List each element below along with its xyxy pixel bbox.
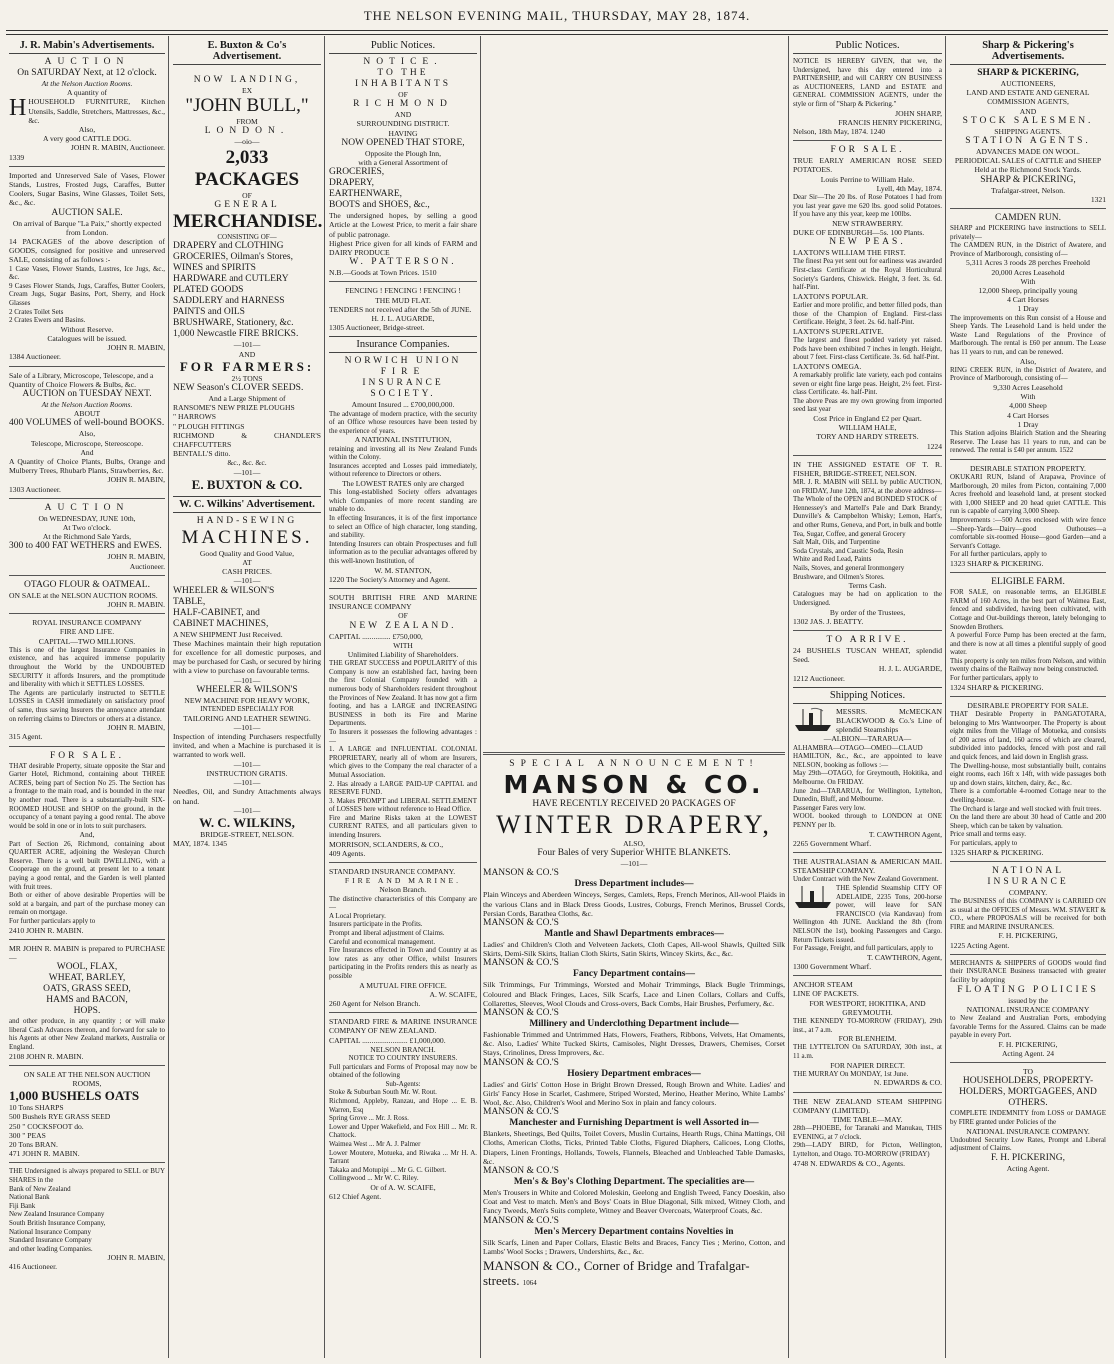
column-heading: Sharp & Pickering's Advertisements. xyxy=(950,40,1106,65)
department-section xyxy=(483,1166,785,1216)
separator: —101— xyxy=(620,859,648,869)
column-mabin xyxy=(6,40,168,1356)
ad-sewing-machines: HAND-SEWING MACHINES. Good Quality and Good Value, AT CASH PRICES. —101— WHEELER & WILSON'S TABLE, HALF-CABINET, and CABINET MACHINES, A NEW SHIPMENT Just Received. These Machines maintain their high reputation for excellence for all domestic purposes, and may be purchased for Cash, or secured by hiring with a view to purchase on favourable terms. —101— WHEELER & WILSON'S NEW MACHINE FOR HEAVY WORK, INTENDED ESPECIALLY FOR TAILORING AND LEATHER SEWING. —101— Inspection of intending Purchasers respectfully invited, and when a Machine is purchased it is warranted to work well. —101— INSTRUCTION GRATIS. —101— Needles, Oil, and Sundry Attachments always on hand. —101— W. C. WILKINS, BRIDGE-STREET, NELSON. MAY, 1874. 1345 xyxy=(173,515,321,849)
section-firm: MANSON & CO.'S xyxy=(483,1215,559,1226)
department-section xyxy=(483,958,785,1008)
section-body: Fashionable Trimmed and Untrimmed Hats, Flowers, Feathers, Ribbons, Velvets, Hat Ornaments, &c. Also, Ladies' White Tucked Skirts, Camisoles, Night Dresses, Drawers, Chemises, Corset Stays, Crinolines, Dress Improvers, &c. xyxy=(483,1030,785,1058)
ad-pangatotara-property: DESIRABLE PROPERTY FOR SALE. THAT Desirable Property in PANGATOTARA, belonging to Mrs Wantwoorper. The Property is about eight miles from the Village of Motueka, and consists of 200 acres of land, 160 acres of which are cleared, subdivided into paddocks, fenced with post and rail and quick fences, and laid down in English grass. The Dwelling-house, most substantially built, contains eight rooms, each 16ft x 14ft, with wide passages both up and down stairs, kitchen, dairy, &c., &c. There is a comfortable 4-roomed Cottage near to the dwelling-house. The Orchard is large and well stocked with fruit trees. On the land there are about 30 head of Cattle and 200 Sheep, which can be taken by valuation. Price small and terms easy. For particulars, apply to 1325 SHARP & PICKERING. xyxy=(950,700,1106,857)
section-body: Men's Trousers in White and Colored Moleskin, Geelong and English Tweed, Fancy Doeskin, also Coat and Vest to match. Men's and Boys' Coats in Blue Diagonal, Silk mixed, Witney Cloth, and Fancy Tweeds, Men's Suits complete, Witney and Beaver Overcoats, Waterproof Coats, &c. xyxy=(483,1188,785,1216)
section-firm: MANSON & CO.'S xyxy=(483,958,559,969)
ad-nz-steam-shipping: THE NEW ZEALAND STEAM SHIPPING COMPANY (LIMITED). TIME TABLE—MAY. 28th—PHOEBE, for Taranaki and Manukau, THIS EVENING, at 7 o'clock. 29th—LADY BIRD, for Picton, Wellington, Lyttelton, and Otago. TO-MORROW (FRIDAY) 4748 N. EDWARDS & CO., Agents. xyxy=(793,1096,942,1168)
section-firm: MANSON & CO.'S xyxy=(483,918,559,929)
ad-national-insurance: NATIONAL INSURANCE COMPANY. The BUSINESS of this COMPANY is CARRIED ON as usual at the OFFICES of Messrs. WM. STAVERT & CO., where PROPOSALS will be received for both FIRE and MARINE INSURANCES. F. H. PICKERING, 1225 Acting Agent. xyxy=(950,865,1106,950)
ad-john-bull: NOW LANDING, EX "JOHN BULL," FROM LONDON. —oio— 2,033 PACKAGES OF GENERAL MERCHANDISE. CONSISTING OF— DRAPERY and CLOTHING GROCERIES, Oilman's Stores, WINES and SPIRITS HARDWARE and CUTLERY PLATED GOODS SADDLERY and HARNESS PAINTS and OILS BRUSHWARE, Stationery, &c. 1,000 Newcastle FIRE BRICKS. —101— AND FOR FARMERS: 2½ TONS NEW Season's CLOVER SEEDS. And a Large Shipment of RANSOME'S NEW PRIZE PLOUGHS " HARROWS " PLOUGH FITTINGS RICHMOND & CHANDLER'S CHAFFCUTTERS BENTALL'S ditto. &c., &c. &c. —101— E. BUXTON & CO. xyxy=(173,75,323,492)
section-firm: MANSON & CO.'S xyxy=(483,1057,559,1068)
section-heading: Men's & Boy's Clothing Department. The specialities are— xyxy=(513,1177,755,1188)
manson-footer: MANSON & CO., Corner of Bridge and Trafalgar-streets. 1064 xyxy=(483,1258,750,1289)
section-firm: MANSON & CO.'S xyxy=(483,1107,559,1118)
ad-australasian-mail: THE AUSTRALASIAN & AMERICAN MAIL STEAMSHIP COMPANY. Under Contract with the New Zealand Government. THE Splendid Steamship CITY OF ADELAIDE, 2235 Tons, 200-horse power, will leave for SAN FRANCISCO (via Kandavau) from Wellington 4th JUNE. Auckland the 8th (from NELSON the 1st), booking Passengers and Cargo. Return Tickets issued. For Passage, Freight, and full particulars, apply to T. CAWTHRON, Agent, 1300 Government Wharf. xyxy=(793,857,942,971)
ad-fencing: FENCING ! FENCING ! FENCING ! THE MUD FLAT. TENDERS not received after the 5th of JUNE. H. J. L. AUGARDE, 1305 Auctioneer, Bridge-street. xyxy=(329,286,472,333)
section-heading: Millinery and Underclothing Department include— xyxy=(529,1019,739,1030)
firm-name: MANSON & CO. xyxy=(503,770,765,799)
column-sharp-pickering xyxy=(947,40,1109,1356)
department-section xyxy=(483,918,785,958)
column-divider xyxy=(788,36,789,1358)
section-body: Silk Scarfs, Linen and Paper Collars, Elastic Belts and Braces, Fancy Ties ; Merino, Cotton, and Lambs' Wool Socks ; Drawers, Undershirts, &c., &c. xyxy=(483,1237,785,1256)
column-heading: E. Buxton & Co's Advertisement. xyxy=(173,40,321,65)
column-divider xyxy=(945,36,946,1358)
section-heading: Hosiery Department embraces— xyxy=(567,1068,701,1079)
column-heading: Public Notices. xyxy=(329,40,477,54)
ad-eligible-farm: ELIGIBLE FARM. FOR SALE, on reasonable terms, an ELIGIBLE FARM of 160 Acres, in the best part of Waimea East, fenced and subdivided, having been cultivated, with Cottage and Out-buildings thereon, lately belonging to Snowden Brothers. A powerful Force Pump has been erected at the farm, and there is now at all times a plentiful supply of good water. This property is only ten miles from Nelson, and within twenty chains of the Railway now being constructed. For further particulars, apply to 1324 SHARP & PICKERING. xyxy=(950,577,1106,692)
special-announcement: SPECIAL ANNOUNCEMENT! xyxy=(509,759,759,769)
section-heading: Fancy Department contains— xyxy=(573,969,695,980)
section-body: Ladies' and Children's Cloth and Velveteen Jackets, Cloth Capes, All-wool Shawls, Quilted Silk Skirts, Demi-Silk Skirts, Italian Cloth Skirts, Satin Skirts, Wincey Skirts, &c., &c. xyxy=(483,940,785,959)
column-divider xyxy=(168,36,169,1358)
department-section xyxy=(483,1216,785,1256)
ad-sharp-pickering: SHARP & PICKERING, AUCTIONEERS, LAND AND ESTATE AND GENERAL COMMISSION AGENTS, AND STOCK SALESMEN. SHIPPING AGENTS. STATION AGENTS. ADVANCES MADE ON WOOL. PERIODICAL SALES of CATTLE and SHEEP Held at the Richmond Stock Yards. SHARP & PICKERING, Trafalgar-street, Nelson. 1321 xyxy=(954,68,1106,204)
ad-potatoes-peas: FOR SALE. TRUE EARLY AMERICAN ROSE SEED POTATOES. Louis Perrine to William Hale. Lyell, 4th May, 1874. Dear Sir—The 20 lbs. of Rose Potatoes I had from you last year gave me 620 lbs. good solid Potatoes. If you have any this year, keep me 100lbs. NEW STRAWBERRY. DUKE OF EDINBURGH—5s. 100 Plants. NEW PEAS. LAXTON'S WILLIAM THE FIRST. The finest Pea yet sent out for earliness was awarded First-class Certificate at the Royal Horticultural Society's Gardens, Chiswick. Height, 3 feet. 3s. 6d. half-Pint. LAXTON'S POPULAR. Earlier and more prolific, and better filled pods, than those of the Champion of England. First-class Certificate. Height, 3 feet. 2s. 6d. half-Pint. LAXTON'S SUPERLATIVE. The largest and finest podded variety yet raised. Pods have been exhibited 7 inches in length. Height, about 7 feet. First-class Certificate. 3s. 6d. half-Pint. LAXTON'S OMEGA. A remarkably prolific late variety, each pod contains seven or eight fine large peas. Height, 2½ feet. First-class Certificate. 4s. half-Pint. The above Peas are my own growing from imported seed last year Cost Price in England £2 per Quart. WILLIAM HALE, TORY AND HARDY STREETS. 1224 xyxy=(793,145,942,451)
column-heading: Shipping Notices. xyxy=(793,687,942,704)
ad-standard-fire-marine: STANDARD FIRE & MARINE INSURANCE COMPANY OF NEW ZEALAND. CAPITAL ........................ £1,000,000. NELSON BRANCH. NOTICE TO COUNTRY INSURERS. Full particulars and Forms of Proposal may now be obtained of the following Sub-Agents: Stoke & Suburban South Mr. W. Rout. Richmond, Appleby, Ranzau, and Hope ... E. B. Warren, Esq Spring Grove ... Mr. J. Ross. Lower and Upper Wakefield, and Fox Hill ... Mr. R. Chattock. Waimea West ... Mr A. J. Palmer Lower Moutere, Motueka, and Riwaka ... Mr H. A. Tarrant Takaka and Motupipi ... Mr G. C. Gilbert. Collingwood ... Mr W. C. Riley. Or of A. W. SCAIFE, 612 Chief Agent. xyxy=(329,1017,477,1202)
ad-glassware-sale: Imported and Unreserved Sale of Vases, Flower Stands, Lustres, Frosted Jugs, Caraffes, Butter Coolers, Sugar Basins, Wine Glasses, Toilet Sets, &c., &c. AUCTION SALE. On arrival of Barque "La Paix," shortly expected from London. 14 PACKAGES of the above description of GOODS, consigned for positive and unreserved SALE, consisting of as follows :- 1 Case Vases, Flower Stands, Lustres, Ice Jugs, &c., &c. 9 Cases Flower Stands, Jugs, Caraffes, Butter Coolers, Cream Jugs, Sugar Basins, Port, Sherry, and Hock Glasses 2 Crates Toilet Sets 2 Crates Ewers and Basins. Without Reserve. Catalogues will be issued. JOHN R. MABIN, 1384 Auctioneer. xyxy=(9,170,165,362)
ad-royal-insurance: ROYAL INSURANCE COMPANY FIRE AND LIFE. CAPITAL—TWO MILLIONS. This is one of the largest Insurance Companies in existence, and has acquired immense popularity throughout the World by the UNDOUBTED SECURITY it affords Insurers, and the promptitude and liberality with which it SETTLES LOSSES. The Agents are particularly instructed to SETTLE LOSSES in CASH immediately on satisfactory proof of same, thus saving Insurers the annoyance attendant on referring claims to Directors or others at a distance. JOHN R. MABIN, 315 Agent. xyxy=(9,618,165,742)
ad-partnership: NOTICE IS HEREBY GIVEN, that we, the Undersigned, have this day entered into a PARTNERSHIP, and will CARRY ON BUSINESS as AUCTIONEERS, LAND and ESTATE and GENERAL COMMISSION AGENTS, under the style or firm of "Sharp & Pickering." JOHN SHARP, FRANCIS HENRY PICKERING, Nelson, 18th May, 1874. 1240 xyxy=(793,57,942,136)
ad-produce-purchase: MR JOHN R. MABIN is prepared to PURCHASE— WOOL, FLAX, WHEAT, BARLEY, OATS, GRASS SEED, HAMS and BACON, HOPS. and other produce, in any quantity ; or will make liberal Cash Advances thereon, and forward for sale to his Agents at other New Zealand markets, Australia or England. 2108 JOHN R. MABIN. xyxy=(9,943,165,1061)
column-heading: W. C. Wilkins' Advertisement. xyxy=(173,496,321,513)
ad-fisher-estate: IN THE ASSIGNED ESTATE OF T. R. FISHER, BRIDGE-STREET, NELSON. MR. J. R. MABIN will SELL by public AUCTION, on FRIDAY, June 12th, 1874, at the above address— The Whole of the OPEN and BONDED STOCK of Hennessey's and Martell's Pale and Dark Brandy; Dunville's & Campbelton Whisky; Lemon, Hart's, and other Rums, Geneva, and Port, in bulk and bottle Tea, Sugar, Coffee, and general Grocery Salt Malt, Oils, and Turpentine Soda Crystals, and Caustic Soda, Resin White and Red Lead, Paints Nails, Stoves, and general Ironmongery Brushware, and Oilmen's Stores. Terms Cash. Catalogues may be had on application to the Undersigned. By order of the Trustees, 1302 JAS. J. BEATTY. xyxy=(793,459,942,626)
column-buxton xyxy=(170,40,324,1356)
column-heading: Insurance Companies. xyxy=(329,336,477,353)
ad-okukari-run: DESIRABLE STATION PROPERTY. OKUKARI RUN, Island of Arapawa, Province of Marlborough, 20 miles from Picton, containing 7,000 Acres freehold and leasehold land, at present stocked with 1,000 SHEEP and 20 head quiet CATTLE. This run is capable of carrying 3,000 Sheep. Improvements :—500 Acres enclosed with wire fence—Sheep-Yards—Dairy—good Outhouses—a comfortable six-roomed House—good Garden—and a Servant's Cottage. For all further particulars, apply to 1323 SHARP & PICKERING. xyxy=(950,463,1106,568)
masthead-rule-2 xyxy=(6,34,1108,35)
ad-camden-run: CAMDEN RUN. SHARP and PICKERING have instructions to SELL privately— The CAMDEN RUN, in the District of Awatere, and Province of Marlborough, consisting of— 5,311 Acres 3 roods 28 perches Freehold 20,000 Acres Leasehold With 12,000 Sheep, principally young 4 Cart Horses 1 Dray The improvements on this Run consist of a House and Sheep Yards. The Leasehold Land is held under the Waste Land Regulations of the Province of Marlborough. The rental is £60 per annum. The Lease has 11 years to run, and can be renewed. Also, RING CREEK RUN, in the District of Awatere, and Province of Marlborough, consisting of— 9,330 Acres Leasehold With 4,000 Sheep 4 Cart Horses 1 Dray This Station adjoins Blairich Station and the Shearing Reserve. The Lease has 11 years to run, and can be renewed. The rental is £40 per annum. 1522 xyxy=(950,213,1106,455)
ad-otago-flour: OTAGO FLOUR & OATMEAL. ON SALE at the NELSON AUCTION ROOMS. JOHN R. MABIN. xyxy=(9,579,165,610)
ad-furniture-auction: AUCTION On SATURDAY Next, at 12 o'clock. At the Nelson Auction Rooms. A quantity of HHOUSEHOLD FURNITURE, Kitchen Utensils, Saddle, Stretchers, Mattresses, &c., &c. Also, A very good CATTLE DOG. JOHN R. MABIN, Auctioneer. 1339 xyxy=(9,57,166,162)
ad-tuscan-wheat: TO ARRIVE. 24 BUSHELS TUSCAN WHEAT, splendid Seed. H. J. L. AUGARDE, 1212 Auctioneer. xyxy=(793,635,942,683)
department-section xyxy=(483,868,785,918)
steamship-icon xyxy=(793,884,833,910)
blankets-line: Four Bales of very Superior WHITE BLANKETS. xyxy=(537,848,731,859)
column-divider xyxy=(480,36,481,1358)
section-heading: Dress Department includes— xyxy=(574,879,694,890)
section-body: Ladies' and Girls' Cotton Hose in Bright Brown Dressed, Rough Brown and White. Ladies' and Girls' Fancy Hose in Scarlet, Cashmere, Striped Worsted, Merino, Heather Merino, White Lambs' Wool, &c. Also, Children's Wool and Merino Sox in plain and fancy colours. xyxy=(483,1079,785,1108)
section-heading: Mantle and Shawl Departments embraces— xyxy=(544,929,724,940)
ad-norwich-union: NORWICH UNION FIRE INSURANCE SOCIETY. Amount Insured ... £700,000,000. The advantage of modern practice, with the security of an Office whose resources have been tested by the experience of years. A NATIONAL INSTITUTION, retaining and investing all its New Zealand Funds within the Colony. Insurances accepted and Losses paid immediately, without reference to Directors or others. The LOWEST RATES only are charged This long-established Society offers advantages which Companies of more recent standing are unable to do. In effecting Insurances, it is of the first importance to select an Office of high character, long standing, and stability. Intending Insurers can obtain Prospectuses and full information as to the peculiar advantages offered by this well-known Institution, of W. M. STANTON, 1220 The Society's Attorney and Agent. xyxy=(329,356,477,584)
department-list xyxy=(483,868,785,1256)
section-body: Silk Trimmings, Fur Trimmings, Worsted and Mohair Trimmings, Black Bugle Trimmings, Coloured and Black Fringes, Laces, Silk Scarfs, Lace and Linen Collars, Collars and Cuffs, Collarettes, Sleeves, Wool Clouds and Cross-overs, Back Combs, Hair Brushes, Perfumery, &c. xyxy=(483,980,785,1008)
ad-standard-insurance: STANDARD INSURANCE COMPANY. FIRE AND MARINE. Nelson Branch. The distinctive characteristics of this Company are— A Local Proprietary. Insurers participate in the Profits. Prompt and liberal adjustment of Claims. Careful and economical management. Fire Insurances effected in Town and Country at as low rates as any other Office, whilst Insurers participating in the Profits renders this as nearly as possible A MUTUAL FIRE OFFICE. A. W. SCAIFE, 260 Agent for Nelson Branch. xyxy=(329,867,477,1009)
ad-mcmeckan-steamships: MESSRS. McMECKAN BLACKWOOD & Co.'s Line of splendid Steamships —ALBION—TARARUA— ALHAMBRA—OTAGO—OMEO—CLAUD HAMILTON, &c., &c., are appointed to leave NELSON, booking as follows :— May 29th—OTAGO, for Greymouth, Hokitika, and Melbourne. On FRIDAY. June 2nd—TARARUA, for Wellington, Lyttelton, Dunedin, Bluff, and Melbourne. Passenger Fares very low. WOOL booked through to LONDON at ONE PENNY per lb. T. CAWTHRON Agent, 2265 Government Wharf. xyxy=(793,706,942,848)
section-body: Blankets, Sheetings, Bed Quilts, Toilet Covers, Muslin Curtains, Hearth Rugs, China Mattings, Oil Cloths, American Cloths, Ticks, Printed Table Cloths, Figured Diaphers, Calicoes, Long Cloths, Diapers, Linen Frontings, Hollands, Towels, Flannels, Bleached and Unbleached Table Damasks, &c. xyxy=(483,1129,785,1166)
column-divider xyxy=(324,36,325,1358)
column-public-notices xyxy=(326,40,480,1356)
ad-shares: THE Undersigned is always prepared to SELL or BUY SHARES in the Bank of New Zealand National Bank Fiji Bank New Zealand Insurance Company South British Insurance Company, National Insurance Company Standard Insurance Company and other leading Companies. JOHN R. MABIN, 416 Auctioneer. xyxy=(9,1167,165,1272)
section-firm: MANSON & CO.'S xyxy=(483,1008,559,1019)
department-section xyxy=(483,1107,785,1166)
section-heading: Manchester and Furnishing Department is well Assorted in— xyxy=(509,1118,759,1129)
ad-south-british: SOUTH BRITISH FIRE AND MARINE INSURANCE COMPANY OF NEW ZEALAND. CAPITAL ............... £750,000, WITH Unlimited Liability of Shareholders. THE GREAT SUCCESS and POPULARITY of this Company is now an established fact, having been the first Colonial Company founded with a numerous body of Shareholders resident throughout the Provinces of New Zealand. It has now got a firm footing, and has a LARGE and INCREASING BUSINESS in both its Fire and Marine Departments. To Insurers it possesses the following advantages :— 1. A LARGE and INFLUENTIAL COLONIAL PROPRIETARY, nearly all of whom are Insurers, which gives to the Company the real character of a Mutual Association. 2. Has already a LARGE PAID-UP CAPITAL and RESERVE FUND. 3. Makes PROMPT and LIBERAL SETTLEMENT of LOSSES here without reference to Head Office. Fire and Marine Risks taken at the LOWEST CURRENT RATES, and all particulars given to intending Insurers. MORRISON, SCLANDERS, & CO., 409 Agents. xyxy=(329,592,477,858)
ad-library-sale: Sale of a Library, Microscope, Telescope, and a Quantity of Choice Flowers & Bulbs, &c. AUCTION on TUESDAY NEXT. At the Nelson Auction Rooms. ABOUT 400 VOLUMES of well-bound BOOKS. Also, Telescope, Microscope, Stereoscope. And A Quantity of Choice Plants, Bulbs, Orange and Mulberry Trees, Rhubarb Plants, Strawberries, &c. JOHN R. MABIN, 1303 Auctioneer. xyxy=(9,370,165,494)
column-public-notices-2 xyxy=(790,40,945,1356)
masthead: THE NELSON EVENING MAIL, THURSDAY, MAY 28, 1874. xyxy=(363,8,751,23)
ad-anchor-line: ANCHOR STEAM LINE OF PACKETS. FOR WESTPORT, HOKITIKA, AND GREYMOUTH. THE KENNEDY TO-MORROW (FRIDAY), 29th inst., at 7 a.m. FOR BLENHEIM. THE LYTTELTON On SATURDAY, 30th inst., at 11 a.m. FOR NAPIER DIRECT. THE MURRAY On MONDAY, 1st June. N. EDWARDS & CO. xyxy=(793,980,942,1088)
masthead-rule xyxy=(6,30,1108,31)
department-section xyxy=(483,1008,785,1058)
ad-patterson-store: NOTICE. TO THE INHABITANTS OF RICHMOND AND SURROUNDING DISTRICT. HAVING NOW OPENED THAT STORE, Opposite the Plough Inn, with a General Assortment of GROCERIES, DRAPERY, EARTHENWARE, BOOTS and SHOES, &c., The undersigned hopes, by selling a good Article at the Lowest Price, to merit a fair share of public patronage. Highest Price given for all kinds of FARM and DAIRY PRODUCE W. PATTERSON. N.B.—Goods at Town Prices. 1510 xyxy=(329,57,477,278)
section-firm: MANSON & CO.'S xyxy=(483,868,559,879)
column-heading: J. R. Mabin's Advertisements. xyxy=(9,40,165,54)
department-section xyxy=(483,1058,785,1108)
winter-drapery: WINTER DRAPERY, xyxy=(496,810,772,839)
steamship-icon xyxy=(793,707,833,733)
section-firm: MANSON & CO.'S xyxy=(483,1166,559,1177)
ad-floating-policies: MERCHANTS & SHIPPERS of GOODS would find their INSURANCE Business transacted with greater facility by adopting FLOATING POLICIES issued by the NATIONAL INSURANCE COMPANY to New Zealand and Australian Ports, embodying favorable Terms for the Assured. Claims can be made payable in every Port. F. H. PICKERING, Acting Agent. 24 xyxy=(950,958,1106,1058)
ad-householders: TO HOUSEHOLDERS, PROPERTY-HOLDERS, MORTGAGEES, AND OTHERS. COMPLETE INDEMNITY from LOSS or DAMAGE by FIRE granted under Policies of the NATIONAL INSURANCE COMPANY. Undoubted Security Low Rates, Prompt and Liberal adjustment of Claims. F. H. PICKERING, Acting Agent. xyxy=(950,1067,1106,1173)
also-label: ALSO, xyxy=(623,839,645,848)
ad-richmond-property: FOR SALE. THAT desirable Property, situate opposite the Star and Garter Hotel, Richmond, containing about THREE ACRES, being part of Section No 25. The Section has a frontage to the main road, and is bounded in the rear by another road. There is a substantially-built SIX-ROOMED HOUSE and SHOP on the ground, in the occupancy of a tenant paying a good rental. The above would be sold in one or in lots to suit purchasers. And, Part of Section 26, Richmond, containing about QUARTER ACRE, adjoining the Wesleyan Church Reserve. There is a well built DWELLING, with a Cooperage on the ground, at present let to a tenant paying a good rental, and the Garden is well planted with fruit trees. Both or either of above desirable Properties will be sold at a bargain, and part of the purchase money can remain on mortgage. For further particulars apply to 2410 JOHN R. MABIN. xyxy=(9,750,165,935)
section-body: Plain Winceys and Aberdeen Winceys, Serges, Camlets, Reps, French Merinos, All-wool Plaids in the various Clans and in Black Dress Goods, Lustres, Coburgs, French Merinos, Brussel Cords, Persian Cords, Barathea Cloths, &c. xyxy=(483,890,785,918)
section-heading: Men's Mercery Department contains Novelties in xyxy=(534,1226,734,1237)
ad-manson-co xyxy=(483,748,785,1288)
ad-oats-sale: ON SALE AT THE NELSON AUCTION ROOMS, 1,000 BUSHELS OATS 10 Tons SHARPS 500 Bushels RYE GRASS SEED 250 " COCKSFOOT do. 300 " PEAS 20 Tons BRAN. 471 JOHN R. MABIN. xyxy=(9,1069,151,1159)
column-heading: Public Notices. xyxy=(793,40,942,54)
received-line: HAVE RECENTLY RECEIVED 20 PACKAGES OF xyxy=(532,799,736,809)
ad-wethers-auction: AUCTION On WEDNESDAY, JUNE 10th, At Two o'clock. At the Richmond Sale Yards, 300 to 400 FAT WETHERS and EWES. JOHN R. MABIN, Auctioneer. xyxy=(9,502,165,571)
